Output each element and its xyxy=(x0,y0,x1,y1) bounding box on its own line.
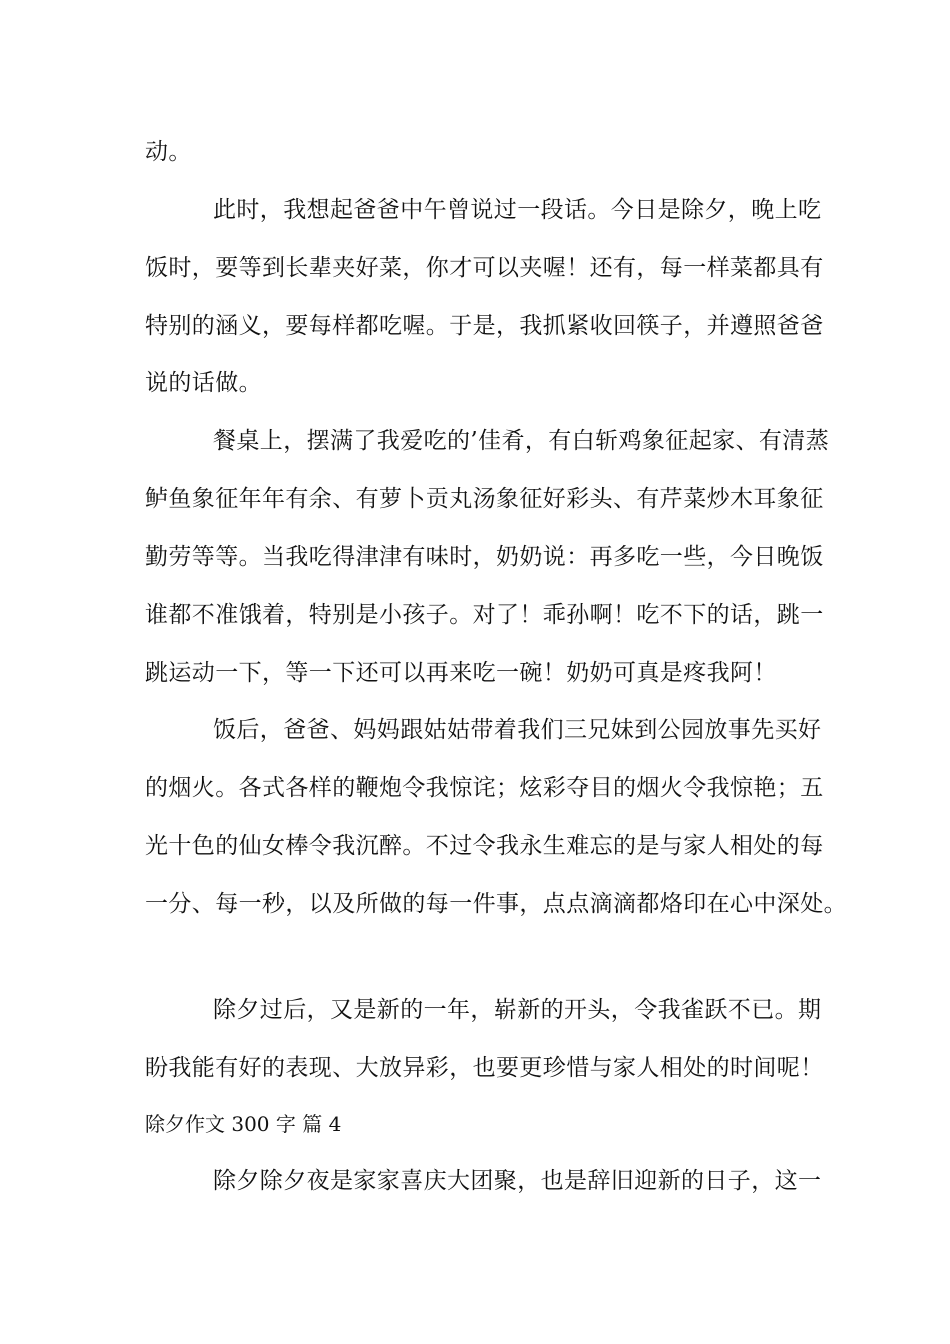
text-line: 勤劳等等。当我吃得津津有味时，奶奶说：再多吃一些，今日晚饭 xyxy=(145,544,824,570)
text-line: 谁都不准饿着，特别是小孩子。对了！乖孙啊！吃不下的话，跳一 xyxy=(145,602,824,628)
text-line: 饭时，要等到长辈夹好菜，你才可以夹喔！还有，每一样菜都具有 xyxy=(145,255,824,281)
paragraph-first-line: 除夕除夕夜是家家喜庆大团聚，也是辞旧迎新的日子，这一 xyxy=(213,1168,822,1194)
text-line: 鲈鱼象征年年有余、有萝卜贡丸汤象征好彩头、有芹菜炒木耳象征 xyxy=(145,486,824,512)
section-heading: 除夕作文 300 字 篇 4 xyxy=(145,1112,342,1136)
text-line: 动。 xyxy=(145,139,192,165)
text-line: 光十色的仙女棒令我沉醉。不过令我永生难忘的是与家人相处的每 xyxy=(145,833,824,859)
text-line: 一分、每一秒，以及所做的每一件事，点点滴滴都烙印在心中深处。 xyxy=(145,891,847,917)
text-line: 说的话做。 xyxy=(145,370,262,396)
text-line: 跳运动一下，等一下还可以再来吃一碗！奶奶可真是疼我阿！ xyxy=(145,660,777,686)
paragraph-first-line: 餐桌上，摆满了我爱吃的’佳肴，有白斩鸡象征起家、有清蒸 xyxy=(213,428,830,454)
paragraph-first-line: 除夕过后，又是新的一年，崭新的开头，令我雀跃不已。期 xyxy=(213,997,822,1023)
paragraph-first-line: 此时，我想起爸爸中午曾说过一段话。今日是除夕，晚上吃 xyxy=(213,197,822,223)
text-line: 盼我能有好的表现、大放异彩，也要更珍惜与家人相处的时间呢！ xyxy=(145,1055,824,1081)
text-line: 的烟火。各式各样的鞭炮令我惊诧；炫彩夺目的烟火令我惊艳；五 xyxy=(145,775,824,801)
paragraph-first-line: 饭后，爸爸、妈妈跟姑姑带着我们三兄妹到公园放事先买好 xyxy=(213,717,822,743)
text-line: 特别的涵义，要每样都吃喔。于是，我抓紧收回筷子，并遵照爸爸 xyxy=(145,313,824,339)
